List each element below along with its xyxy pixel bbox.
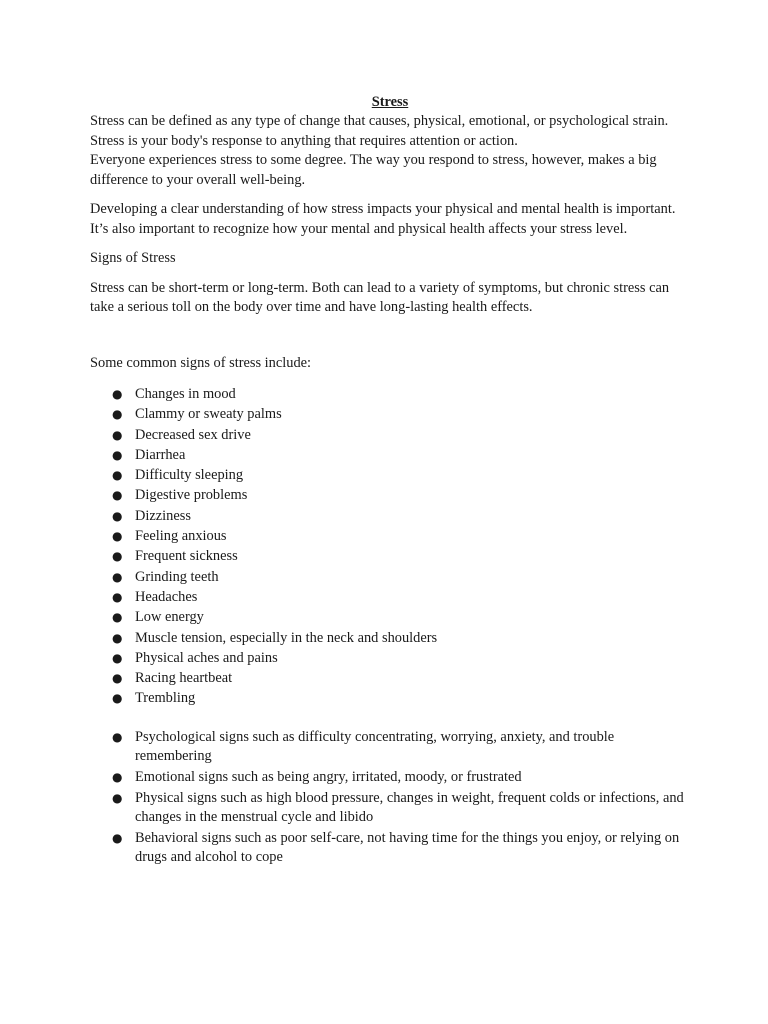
- bullet-icon: ●: [112, 549, 123, 564]
- list-item: [90, 728, 690, 766]
- bullet-icon: ●: [112, 729, 123, 744]
- bullet-icon: ●: [112, 830, 123, 845]
- bullet-icon: ●: [112, 589, 123, 604]
- list-item-text: Clammy or sweaty palms: [135, 406, 282, 423]
- bullet-icon: ●: [112, 691, 123, 706]
- list-item: [90, 567, 690, 587]
- list-item: [90, 587, 690, 607]
- understanding-paragraph: Developing a clear understanding of how stress impacts your physical and mental health is important. It’s also important to recognize how your mental and physical health affects your stress level.: [90, 201, 676, 237]
- list-item: [90, 668, 690, 688]
- bullet-icon: ●: [112, 447, 123, 462]
- bullet-icon: ●: [112, 610, 123, 625]
- list-item-text: Digestive problems: [135, 487, 248, 504]
- list-item-text: Dizziness: [135, 507, 191, 524]
- bullet-icon: ●: [112, 468, 123, 483]
- bullet-icon: ●: [112, 427, 123, 442]
- list-item: [90, 648, 690, 668]
- sign-categories-list: [90, 728, 690, 867]
- list-item-text: Difficulty sleeping: [135, 467, 244, 484]
- list-item-text: Frequent sickness: [135, 548, 238, 565]
- list-item: [90, 688, 690, 708]
- list-item: [90, 485, 690, 505]
- intro-paragraph-1: Stress can be defined as any type of change that causes, physical, emotional, or psychological strain. Stress is your body's response to anything that requires attention or action.: [90, 113, 669, 149]
- list-item: [90, 465, 690, 485]
- document-page: [90, 92, 690, 867]
- list-item-text: Feeling anxious: [135, 528, 227, 545]
- list-item: [90, 445, 690, 465]
- list-item: [90, 789, 690, 827]
- signs-paragraph: Stress can be short-term or long-term. Both can lead to a variety of symptoms, but chronic stress can take a serious toll on the body over time and have long-lasting health effects.: [90, 279, 670, 315]
- list-item-text: Emotional signs such as being angry, irritated, moody, or frustrated: [135, 768, 522, 785]
- list-item-text: Trembling: [135, 690, 196, 707]
- common-signs-intro: Some common signs of stress include:: [90, 354, 312, 371]
- bullet-icon: ●: [112, 529, 123, 544]
- list-item: [90, 404, 690, 424]
- list-item: [90, 607, 690, 627]
- bullet-icon: ●: [112, 650, 123, 665]
- bullet-icon: ●: [112, 569, 123, 584]
- list-item: [90, 768, 690, 787]
- list-item-text: Racing heartbeat: [135, 670, 233, 687]
- list-item: [90, 425, 690, 445]
- bullet-icon: ●: [112, 769, 123, 784]
- bullet-icon: ●: [112, 488, 123, 503]
- list-item-text: Grinding teeth: [135, 568, 219, 585]
- list-item: [90, 546, 690, 566]
- bullet-icon: ●: [112, 387, 123, 401]
- common-signs-list: [90, 384, 690, 709]
- list-item-text: Physical signs such as high blood pressure, changes in weight, frequent colds or infections, and changes in the menstrual cycle and libido: [135, 789, 684, 825]
- list-item: [90, 628, 690, 648]
- list-item: [90, 506, 690, 526]
- list-item-text: Muscle tension, especially in the neck and shoulders: [135, 629, 438, 646]
- list-item-text: Physical aches and pains: [135, 649, 278, 666]
- document-title: Stress: [371, 94, 409, 110]
- list-item-text: Headaches: [135, 588, 198, 605]
- list-item-text: Changes in mood: [135, 386, 236, 402]
- bullet-icon: ●: [112, 671, 123, 686]
- list-item: [90, 384, 690, 404]
- list-item: [90, 526, 690, 546]
- intro-paragraph-2: Everyone experiences stress to some degree. The way you respond to stress, however, makes a big difference to your overall well-being.: [90, 152, 657, 188]
- bullet-icon: ●: [112, 790, 123, 805]
- list-item-text: Low energy: [135, 609, 204, 626]
- list-item-text: Decreased sex drive: [135, 426, 251, 443]
- list-item-text: Diarrhea: [135, 446, 186, 463]
- list-item-text: Behavioral signs such as poor self-care, not having time for the things you enjoy, or relying on drugs and alcohol to cope: [135, 829, 680, 865]
- signs-heading: Signs of Stress: [90, 250, 176, 266]
- list-item-text: Psychological signs such as difficulty concentrating, worrying, anxiety, and trouble remembering: [135, 728, 615, 764]
- bullet-icon: ●: [112, 630, 123, 645]
- bullet-icon: ●: [112, 508, 123, 523]
- bullet-icon: ●: [112, 407, 123, 422]
- list-item: [90, 829, 690, 867]
